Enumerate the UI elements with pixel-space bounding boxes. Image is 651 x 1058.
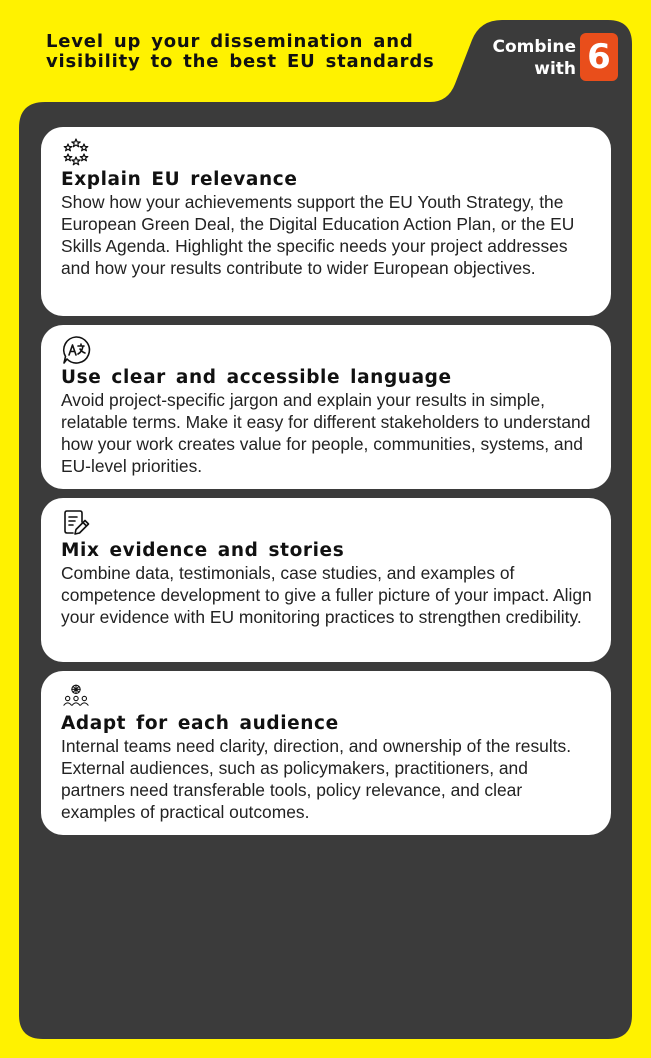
card-title: Use clear and accessible language: [61, 367, 452, 388]
card-title: Explain EU relevance: [61, 169, 298, 190]
audience-group-icon: [61, 681, 91, 711]
translate-speech-icon: [61, 335, 91, 365]
eu-stars-icon: [61, 137, 91, 167]
card-adapt-audience: [41, 671, 611, 835]
card-body: Show how your achievements support the EU Youth Strategy, the European Green Deal, the Digital Education Action Plan, or the EU Skills Agenda. Highlight the specific needs your project addresses and how your results contribute to wider European objectives.: [61, 192, 575, 278]
card-evidence-stories: [41, 498, 611, 662]
card-explain-eu-relevance: [41, 127, 611, 316]
page-title: Level up your dissemination and visibility to the best EU standards: [46, 31, 435, 72]
combine-label: Combine with: [492, 37, 576, 79]
card-body: Internal teams need clarity, direction, and ownership of the results. External audiences, such as policymakers, practitioners, and partners need transferable tools, policy relevance, and clear examples of practical outcomes.: [61, 736, 572, 822]
card-body: Avoid project-specific jargon and explain your results in simple, relatable terms. Make it easy for different stakeholders to understand how your work creates value for people, communities, systems, and EU-level priorities.: [61, 390, 591, 476]
card-title: Adapt for each audience: [61, 713, 339, 734]
document-edit-icon: [61, 508, 91, 538]
card-clear-language: [41, 325, 611, 489]
card-body: Combine data, testimonials, case studies, and examples of competence development to give a fuller picture of your impact. Align your evidence with EU monitoring practices to strengthen credibility.: [61, 563, 592, 627]
combine-number-badge: 6: [580, 33, 618, 81]
card-title: Mix evidence and stories: [61, 540, 345, 561]
